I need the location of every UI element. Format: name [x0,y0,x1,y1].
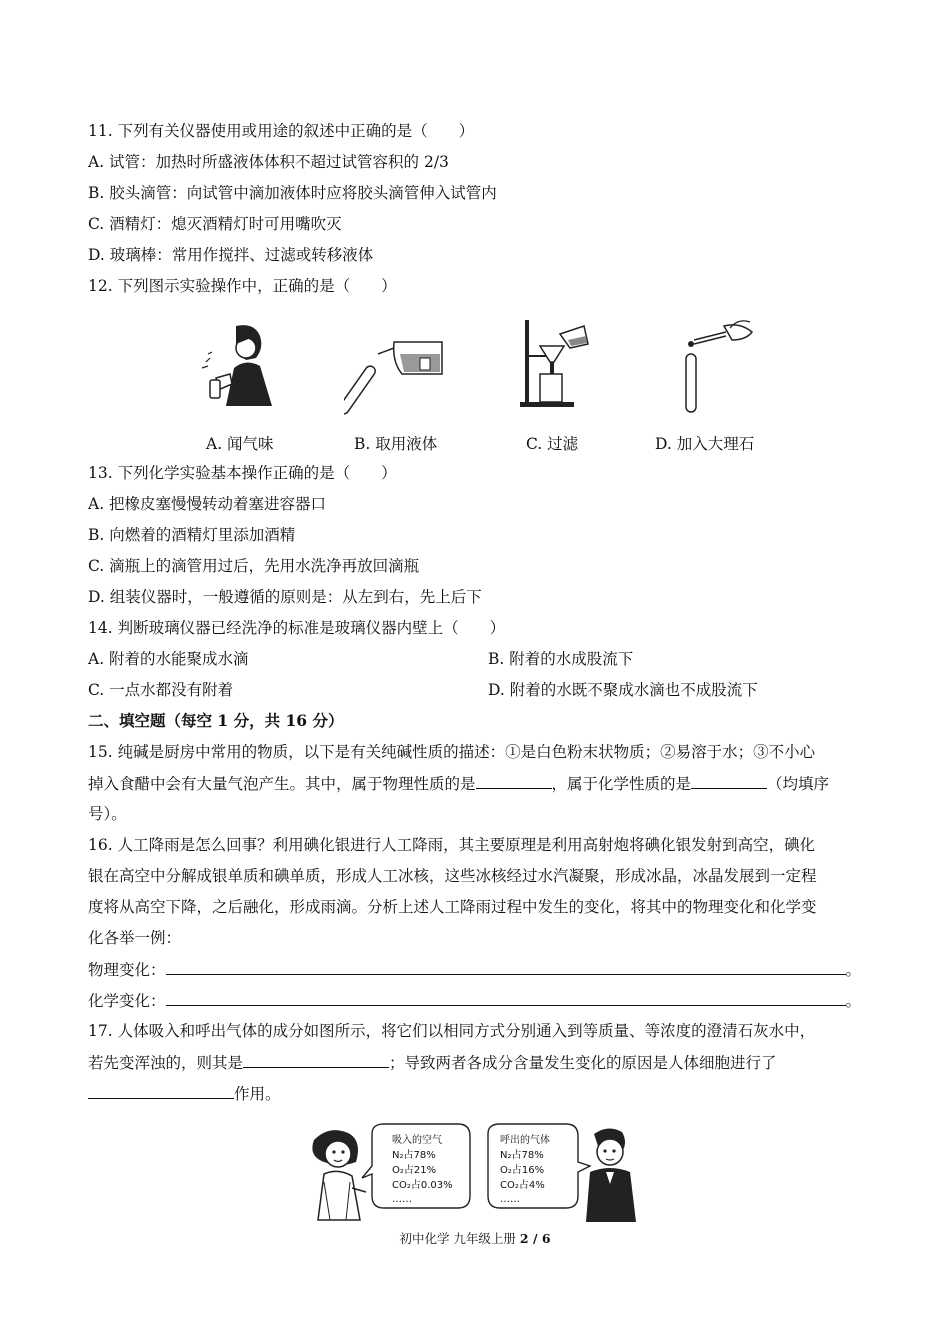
q17-text-b: ；导致两者各成分含量发生变化的原因是人体细胞进行了 [389,1054,777,1072]
q17-line-3 [88,1083,281,1104]
q16-line-4: 化各举一例： [88,929,182,947]
page-number: 2 / 6 [519,1231,551,1246]
q11-option-a: A. 试管：加热时所盛液体体积不超过试管容积的 2/3 [88,153,449,171]
q14-option-b: B. 附着的水成股流下 [488,650,634,668]
q14-option-a: A. 附着的水能聚成水滴 [88,650,249,668]
q15-blank-physical[interactable] [476,773,552,789]
q14-option-d: D. 附着的水既不聚成水滴也不成股流下 [488,681,758,699]
man-illustration [586,1128,636,1222]
q11-option-c: C. 酒精灯：熄灭酒精灯时可用嘴吹灭 [88,215,342,233]
q16-line-3: 度将从高空下降，之后融化，形成雨滴。分析上述人工降雨过程中发生的变化，将其中的物理变化和化学变 [88,898,817,916]
q12-caption-a: A. 闻气味 [206,435,274,453]
q15-line-2 [88,773,829,794]
chemical-change-blank[interactable] [166,990,846,1006]
filtration-figure [512,316,592,408]
footer-text: 初中化学 九年级上册 [399,1231,520,1246]
page-footer [0,1229,950,1247]
q12-caption-d: D. 加入大理石 [655,435,755,453]
q17-text-a: 若先变浑浊的，则其是 [88,1054,244,1072]
physical-change-blank[interactable] [166,959,846,975]
breathing-figure [300,1122,640,1226]
inhaled-title: 吸入的空气 [392,1135,442,1146]
q11-option-b: B. 胶头滴管：向试管中滴加液体时应将胶头滴管伸入试管内 [88,184,497,202]
girl-illustration [312,1130,366,1220]
period: 。 [845,961,862,979]
q16-line-1: 16. 人工降雨是怎么回事？利用碘化银进行人工降雨，其主要原理是利用高射炮将碘化银发射到高空，碘化 [88,836,816,854]
q12-caption-c: C. 过滤 [526,435,579,453]
adding-marble-figure [680,318,760,414]
q14-stem: 14. 判断玻璃仪器已经洗净的标准是玻璃仪器内壁上（ ） [88,619,506,637]
q13-option-d: D. 组装仪器时，一般遵循的原则是：从左到右，先上后下 [88,588,482,606]
smelling-figure [196,318,282,410]
q16-physical-row [88,959,861,980]
q15-text-c: （均填序 [767,775,830,793]
exhaled-title: 呼出的气体 [500,1135,550,1146]
exhaled-ellipsis: …… [500,1194,520,1205]
q13-option-b: B. 向燃着的酒精灯里添加酒精 [88,526,296,544]
q16-chemical-row [88,990,861,1011]
q11-stem: 11. 下列有关仪器使用或用途的叙述中正确的是（ ） [88,122,475,140]
exhaled-o2: O₂占16% [500,1165,545,1176]
q15-text-a: 掉入食醋中会有大量气泡产生。其中，属于物理性质的是 [88,775,476,793]
q11-option-d: D. 玻璃棒：常用作搅拌、过滤或转移液体 [88,246,374,264]
q12-caption-b: B. 取用液体 [354,435,438,453]
physical-change-label: 物理变化： [88,961,166,979]
q17-blank-gas[interactable] [243,1052,389,1068]
q17-line-2 [88,1052,777,1073]
q13-option-a: A. 把橡皮塞慢慢转动着塞进容器口 [88,495,327,513]
q13-stem: 13. 下列化学实验基本操作正确的是（ ） [88,464,397,482]
q14-option-c: C. 一点水都没有附着 [88,681,234,699]
q15-blank-chemical[interactable] [691,773,767,789]
section-heading: 二、填空题（每空 1 分，共 16 分） [88,711,344,730]
inhaled-co2: CO₂占0.03% [392,1180,453,1191]
exhaled-co2: CO₂占4% [500,1180,545,1191]
inhaled-n2: N₂占78% [392,1150,436,1161]
exhaled-n2: N₂占78% [500,1150,544,1161]
q12-stem: 12. 下列图示实验操作中，正确的是（ ） [88,277,397,295]
q17-line-1: 17. 人体吸入和呼出气体的成分如图所示，将它们以相同方式分别通入到等质量、等浓度的澄清石灰水中， [88,1022,816,1040]
pouring-liquid-figure [344,332,450,420]
q16-line-2: 银在高空中分解成银单质和碘单质，形成人工冰核，这些冰核经过水汽凝聚，形成冰晶，冰晶发展到一定程 [88,867,817,885]
period: 。 [845,992,862,1010]
q13-option-c: C. 滴瓶上的滴管用过后，先用水洗净再放回滴瓶 [88,557,420,575]
q15-text-b: ，属于化学性质的是 [551,775,692,793]
chemical-change-label: 化学变化： [88,992,166,1010]
q17-text-c: 作用。 [234,1085,281,1103]
inhaled-ellipsis: …… [392,1194,412,1205]
q15-line-3: 号）。 [88,805,127,823]
q17-blank-process[interactable] [88,1083,234,1099]
inhaled-o2: O₂占21% [392,1165,437,1176]
q15-line-1: 15. 纯碱是厨房中常用的物质，以下是有关纯碱性质的描述：①是白色粉末状物质；②易溶于水；③不小心 [88,743,816,761]
